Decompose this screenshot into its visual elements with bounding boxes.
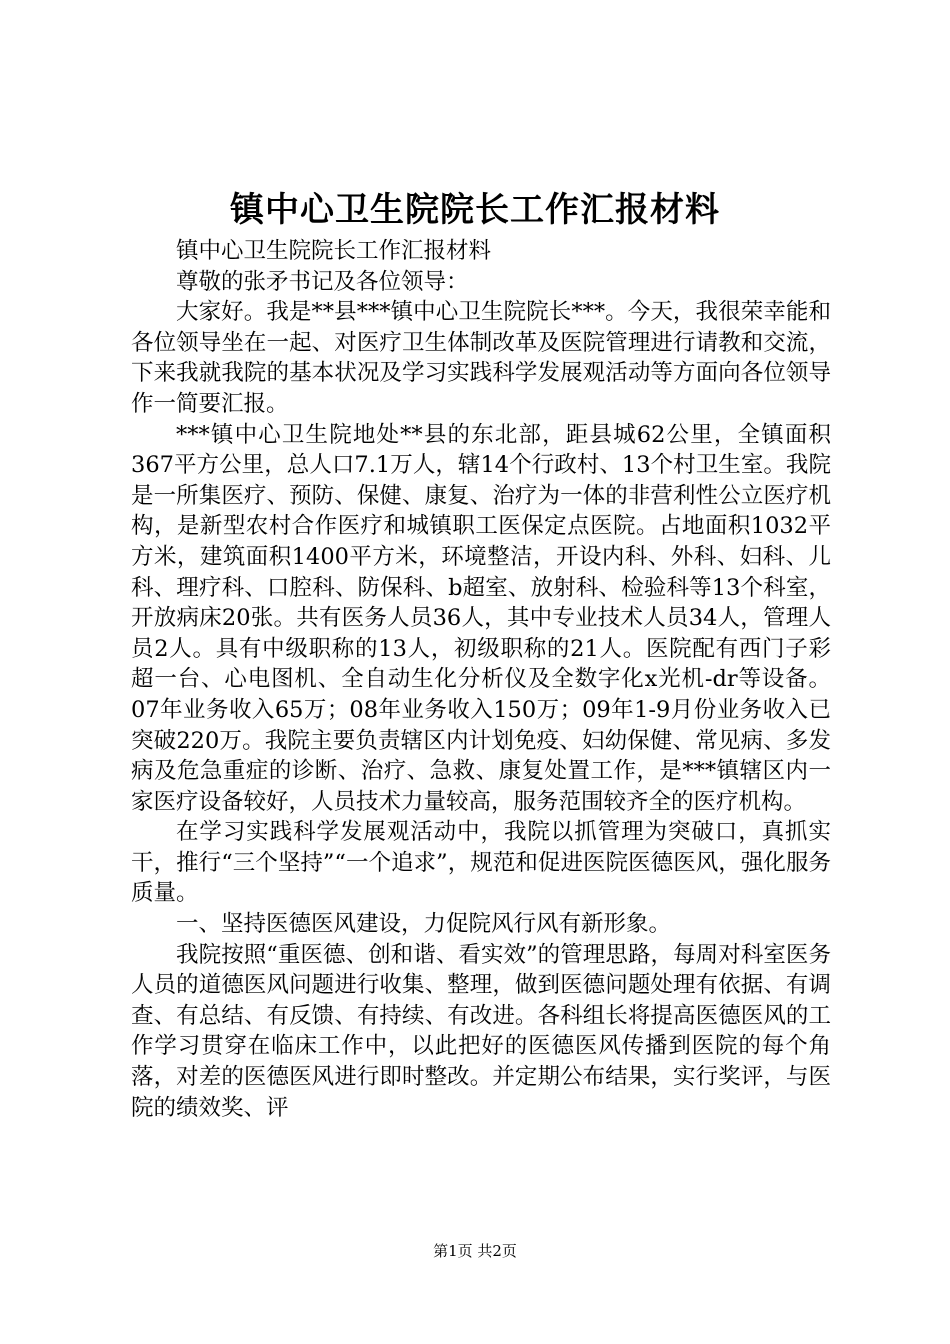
body-paragraph: 一、坚持医德医风建设，力促院风行风有新形象。 [176, 911, 672, 938]
body-paragraph: 镇中心卫生院院长工作汇报材料 [176, 238, 492, 264]
body-paragraph: 大家好。我是**县***镇中心卫生院院长***。今天，我很荣幸能和各位领导坐在一起、对医疗卫生体制改革及医院管理进行请教和交流，下来我就我院的基本状况及学习实践科学发展观活动等方面向各位领导作一简要汇报。 [131, 299, 831, 417]
document-body [131, 236, 831, 1123]
page-footer: 第1页 共2页 [433, 1242, 517, 1260]
body-paragraph: 尊敬的张矛书记及各位领导： [176, 268, 469, 295]
body-paragraph: 我院按照“重医德、创和谐、看实效”的管理思路，每周对科室医务人员的道德医风问题进行收集、整理，做到医德问题处理有依据、有调查、有总结、有反馈、有持续、有改进。各科组长将提高医德医风的工作学习贯穿在临床工作中，以此把好的医德医风传播到医院的每个角落，对差的医德医风进行即时整改。并定期公布结果，实行奖评，与医院的绩效奖、评 [131, 941, 831, 1121]
body-paragraph: 在学习实践科学发展观活动中，我院以抓管理为突破口，真抓实干，推行“三个坚持”“一个追求”，规范和促进医院医德医风，强化服务质量。 [131, 819, 831, 907]
body-paragraph: ***镇中心卫生院地处**县的东北部，距县城62公里，全镇面积367平方公里，总人口7.1万人，辖14个行政村、13个村卫生室。我院是一所集医疗、预防、保健、康复、治疗为一体的非营利性公立医疗机构，是新型农村合作医疗和城镇职工医保定点医院。占地面积1032平方米，建筑面积1400平方米，环境整洁，开设内科、外科、妇科、儿科、理疗科、口腔科、防保科、b超室、放射科、检验科等13个科室，开放病床20张。共有医务人员36人，其中专业技术人员34人，管理人员2人。具有中级职称的13人，初级职称的21人。医院配有西门子彩超一台、心电图机、全自动生化分析仪及全数字化x光机-dr等设备。07年业务收入65万；08年业务收入150万；09年1-9月份业务收入已突破220万。我院主要负责辖区内计划免疫、妇幼保健、常见病、多发病及危急重症的诊断、治疗、急救、康复处置工作，是***镇辖区内一家医疗设备较好，人员技术力量较高，服务范围较齐全的医疗机构。 [131, 421, 831, 815]
document-title: 镇中心卫生院院长工作汇报材料 [230, 190, 720, 230]
